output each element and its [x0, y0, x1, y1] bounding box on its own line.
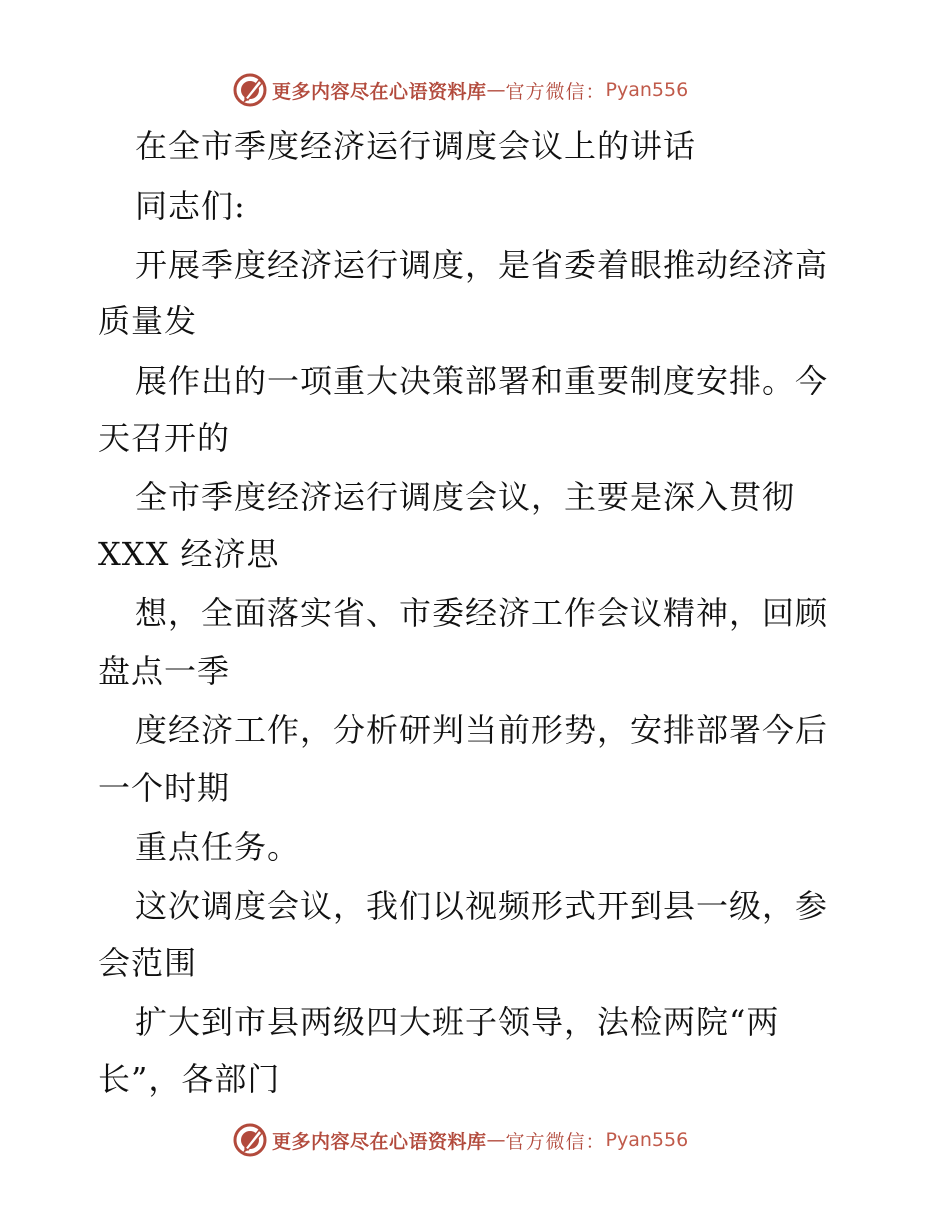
text-line: 全市季度经济运行调度会议，主要是深入贯彻 — [135, 478, 796, 516]
text-line: 度经济工作，分析研判当前形势，安排部署今后 — [135, 711, 829, 749]
text-line: 同志们: — [135, 187, 246, 225]
footer-watermark — [232, 1120, 688, 1160]
text-line: 扩大到市县两级四大班子领导，法检两院“两 — [135, 1003, 780, 1041]
pen-logo-icon — [232, 72, 268, 108]
text-line: 开展季度经济运行调度，是省委着眼推动经济高 — [135, 246, 829, 284]
watermark-main-text: 更多内容尽在心语资料库 — [272, 80, 487, 103]
watermark-dash: — — [486, 1129, 506, 1151]
document-title: 在全市季度经济运行调度会议上的讲话 — [135, 127, 697, 165]
text-line: XXX 经济思 — [98, 535, 280, 573]
text-line: 一个时期 — [98, 769, 231, 807]
text-line: 天召开的 — [98, 419, 231, 457]
text-line: 长”，各部门 — [98, 1060, 281, 1098]
watermark-wechat-label: 官方微信： — [505, 1130, 606, 1153]
text-line: 这次调度会议，我们以视频形式开到县一级，参 — [135, 887, 829, 925]
watermark-dash: — — [486, 79, 506, 101]
text-line: 会范围 — [98, 944, 198, 982]
watermark-main-text: 更多内容尽在心语资料库 — [272, 1130, 487, 1153]
text-line: 展作出的一项重大决策部署和重要制度安排。今 — [135, 362, 829, 400]
pen-logo-icon — [232, 1122, 268, 1158]
text-line: 重点任务。 — [135, 828, 301, 866]
header-watermark — [232, 70, 688, 110]
text-line: 想，全面落实省、市委经济工作会议精神，回顾 — [135, 594, 829, 632]
watermark-wechat-label: 官方微信： — [505, 80, 606, 103]
watermark-wechat-id: Pyan556 — [605, 79, 689, 101]
text-line: 盘点一季 — [98, 652, 231, 690]
watermark-wechat-id: Pyan556 — [605, 1129, 689, 1151]
text-line: 质量发 — [98, 302, 198, 340]
